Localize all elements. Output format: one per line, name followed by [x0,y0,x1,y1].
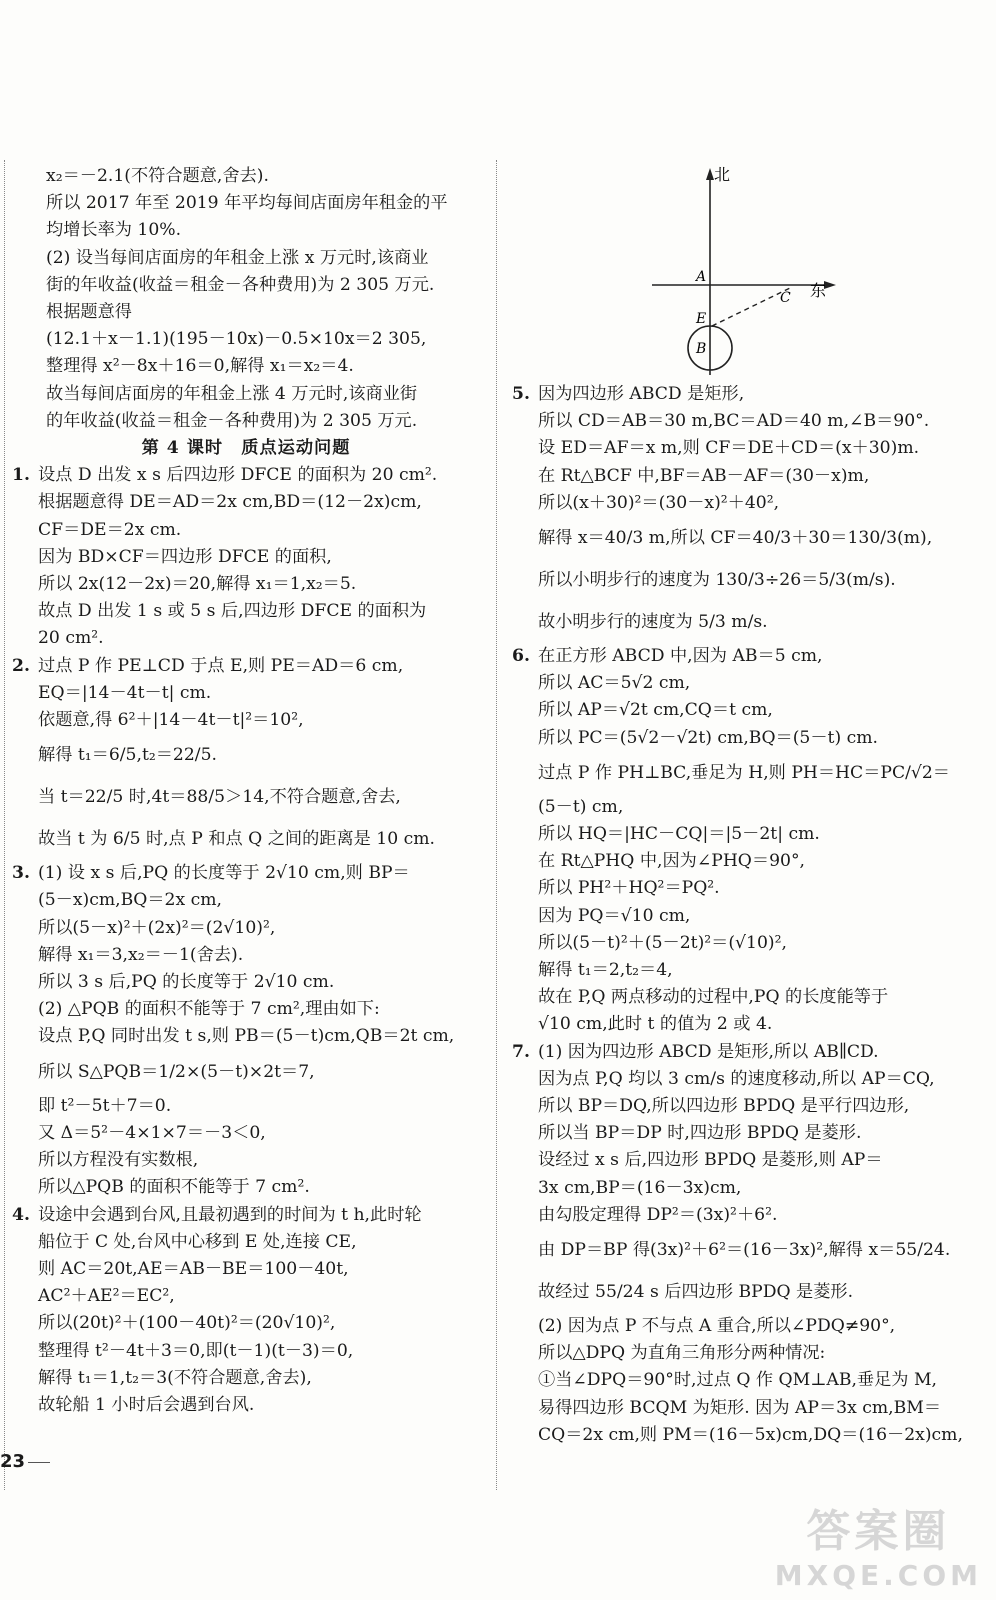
line-text: 第 4 课时 质点运动问题 [141,438,351,459]
problem-number: 5. [512,384,530,404]
line-text: 故当 t 为 6/5 时,点 P 和点 Q 之间的距离是 10 cm. [38,829,436,850]
line-text: 易得四边形 BCQM 为矩形. 因为 AP＝3x cm,BM＝ [538,1397,942,1418]
right_column-line [512,1340,982,1367]
right_column-line [512,1066,982,1093]
line-text: 所以 S△PQB＝1/2×(5－t)×2t＝7, [38,1061,315,1082]
path-e-to-c [712,288,790,326]
right_column-line [512,601,982,643]
line-text: 由勾股定理得 DP²＝(3x)²＋6². [538,1204,778,1225]
line-text: 依题意,得 6²＋|14－4t－t|²＝10², [38,710,304,731]
line-text: 即 t²－5t＋7＝0. [38,1095,172,1116]
problem-number: 6. [512,646,530,667]
watermark-title: 答案圈 [806,1506,951,1557]
right_column-line [512,1367,982,1394]
line-text: EQ＝|14－4t－t| cm. [38,682,212,703]
problem-number: 3. [12,863,30,884]
left_column-line [12,326,480,353]
line-text: 的年收益(收益＝租金－各种费用)为 2 305 万元. [46,410,418,431]
line-text: 所以(5－t)²＋(5－2t)²＝(√10)², [538,932,787,953]
right-column [512,381,982,1449]
left_column-line [12,1392,480,1419]
line-text: 所以(x＋30)²＝(30－x)²＋40², [538,492,780,513]
line-text: (1) 因为四边形 ABCD 是矩形,所以 AB∥CD. [538,1041,879,1062]
right_column-line [512,930,982,957]
right_column-line [512,408,982,435]
right_column-line [512,381,982,408]
line-text: 所以方程没有实数根, [38,1150,199,1171]
right_column-line [512,670,982,697]
line-text: 所以 2017 年至 2019 年平均每间店面房年租金的平 [46,193,448,214]
line-text: 因为 PQ＝√10 cm, [538,905,691,926]
east-label: 东 [810,281,827,300]
line-text: 根据题意得 [46,302,132,323]
right_column-line [512,752,982,794]
left_column-line [12,299,480,326]
right_column-line [512,490,982,517]
left_column-line [12,544,480,571]
line-text: 所以△DPQ 为直角三角形分两种情况: [538,1343,826,1364]
line-text: CF＝DE＝2x cm. [38,519,182,540]
line-text: CQ＝2x cm,则 PM＝(16－5x)cm,DQ＝(16－2x)cm, [538,1424,963,1445]
line-text: 街的年收益(收益＝租金－各种费用)为 2 305 万元. [46,274,435,295]
left_column-line [12,571,480,598]
line-text: 所以 PC＝(5√2－√2t) cm,BQ＝(5－t) cm. [538,727,879,748]
line-text: 由 DP＝BP 得(3x)²＋6²＝(16－3x)²,解得 x＝55/24. [538,1240,951,1261]
right_column-line [512,1271,982,1313]
line-text: x₂＝－2.1(不符合题意,舍去). [46,166,269,186]
problem-number: 4. [12,1204,30,1225]
right_column-line [512,1093,982,1120]
line-text: (12.1＋x－1.1)(195－10x)－0.5×10x＝2 305, [46,329,427,350]
right_column-line [512,463,982,490]
left_column-line [12,1120,480,1147]
north-label: 北 [714,165,731,184]
right_column-line [512,559,982,601]
line-text: ①当∠DPQ＝90°时,过点 Q 作 QM⊥AB,垂足为 M, [538,1370,938,1391]
line-text: 因为四边形 ABCD 是矩形, [538,384,745,404]
line-text: (5－t) cm, [538,796,624,817]
line-text: 故在 P,Q 两点移动的过程中,PQ 的长度能等于 [538,987,889,1008]
left_column-line [12,1338,480,1365]
left_column-line [12,734,480,776]
line-text: 所以 BP＝DQ,所以四边形 BPDQ 是平行四边形, [538,1096,910,1117]
line-text: √10 cm,此时 t 的值为 2 或 4. [538,1014,773,1035]
line-text: 又 Δ＝5²－4×1×7＝－3＜0, [38,1122,266,1143]
line-text: 所以 HQ＝|HC－CQ|＝|5－2t| cm. [538,824,820,845]
right_column-line [512,1011,982,1038]
watermark-url: MXQE.COM [774,1559,982,1592]
line-text: (5－x)cm,BQ＝2x cm, [38,890,223,911]
left_column-line [12,381,480,408]
left_column-line [12,1023,480,1050]
right_column-line [512,794,982,821]
line-text: 因为 BD×CF＝四边形 DFCE 的面积, [38,546,332,567]
right_column-line [512,1120,982,1147]
line-text: 在 Rt△BCF 中,BF＝AB－AF＝(30－x)m, [538,465,870,486]
left_column-line [12,517,480,544]
watermark [775,1495,982,1592]
line-text: 设途中会遇到台风,且最初遇到的时间为 t h,此时轮 [38,1204,422,1225]
right_column-line [512,1039,982,1066]
line-text: (1) 设 x s 后,PQ 的长度等于 2√10 cm,则 BP＝ [38,863,410,884]
line-text: 当 t＝22/5 时,4t＝88/5＞14,不符合题意,舍去, [38,787,401,808]
left_column-line [12,598,480,625]
line-text: 所以 CD＝AB＝30 m,BC＝AD＝40 m,∠B＝90°. [538,411,930,432]
compass-diagram [640,160,840,380]
line-text: 所以当 BP＝DP 时,四边形 BPDQ 是菱形. [538,1123,862,1144]
left_column-line [12,1310,480,1337]
line-text: 故轮船 1 小时后会遇到台风. [38,1394,255,1415]
left_column-line [12,489,480,516]
left_column-line [12,1256,480,1283]
line-text: 均增长率为 10%. [46,220,182,241]
left-margin-dotted-line [4,160,5,1490]
line-text: (2) 设当每间店面房的年租金上涨 x 万元时,该商业 [46,247,429,268]
line-text: 根据题意得 DE＝AD＝2x cm,BD＝(12－2x)cm, [38,492,422,513]
line-text: 所以(20t)²＋(100－40t)²＝(20√10)², [38,1313,336,1334]
left_column-line [12,353,480,380]
left_column-line [12,1365,480,1392]
line-text: 解得 t₁＝6/5,t₂＝22/5. [38,745,217,766]
left_column-line [12,680,480,707]
right_column-line [512,1313,982,1340]
point-c-label: C [780,290,791,306]
left_column-line [12,776,480,818]
line-text: 故当每间店面房的年租金上涨 4 万元时,该商业街 [46,383,418,404]
line-text: 故小明步行的速度为 5/3 m/s. [538,612,768,633]
right_column-line [512,517,982,559]
right_column-line [512,1202,982,1229]
problem-number: 2. [12,655,30,676]
line-text: 设 ED＝AF＝x m,则 CF＝DE＋CD＝(x＋30)m. [538,438,920,459]
left_column-line [12,1229,480,1256]
left_column-line [12,707,480,734]
line-text: 解得 t₁＝2,t₂＝4, [538,960,673,981]
left_column-line [12,272,480,299]
left_column-line [12,1147,480,1174]
right_column-line [512,875,982,902]
line-text: 设经过 x s 后,四边形 BPDQ 是菱形,则 AP＝ [538,1150,883,1171]
line-text: 过点 P 作 PH⊥BC,垂足为 H,则 PH＝HC＝PC/√2＝ [538,762,950,783]
point-a-label: A [696,269,707,285]
right_column-line [512,1229,982,1271]
line-text: 20 cm². [38,628,104,649]
left_column-line [12,996,480,1023]
line-text: 因为点 P,Q 均以 3 cm/s 的速度移动,所以 AP＝CQ, [538,1068,935,1089]
line-text: 所以△PQB 的面积不能等于 7 cm². [38,1177,310,1198]
column-divider-dotted-line [496,160,497,1490]
right_column-line [512,957,982,984]
right_column-line [512,435,982,462]
right_column-line [512,903,982,930]
line-text: 设点 D 出发 x s 后四边形 DFCE 的面积为 20 cm². [38,465,438,486]
right_column-line [512,848,982,875]
right_column-line [512,643,982,670]
point-b-label: B [696,341,707,357]
line-text: 所以小明步行的速度为 130/3÷26＝5/3(m/s). [538,570,896,591]
right_column-line [512,1175,982,1202]
left-column [12,163,480,1419]
left_column-line [12,217,480,244]
right_column-line [512,984,982,1011]
line-text: 解得 x₁＝3,x₂＝－1(舍去). [38,944,244,965]
left_column-line [12,462,480,489]
left_column-line [12,860,480,887]
line-text: 整理得 x²－8x＋16＝0,解得 x₁＝x₂＝4. [46,356,354,377]
left_column-line [12,435,480,462]
line-text: 过点 P 作 PE⊥CD 于点 E,则 PE＝AD＝6 cm, [38,655,404,676]
left_column-line [12,408,480,435]
problem-number: 7. [512,1041,530,1062]
line-text: 在 Rt△PHQ 中,因为∠PHQ＝90°, [538,851,806,872]
left_column-line [12,625,480,652]
left_column-line [12,915,480,942]
line-text: 所以 2x(12－2x)＝20,解得 x₁＝1,x₂＝5. [38,574,357,595]
point-e-label: E [696,311,707,327]
north-arrow-icon [706,168,714,180]
right_column-line [512,821,982,848]
line-text: (2) 因为点 P 不与点 A 重合,所以∠PDQ≠90°, [538,1316,896,1337]
left_column-line [12,190,480,217]
left_column-line [12,1174,480,1201]
line-text: 解得 x＝40/3 m,所以 CF＝40/3＋30＝130/3(m), [538,528,933,549]
page-number: 23 [0,1451,26,1472]
left_column-line [12,818,480,860]
left_column-line [12,1202,480,1229]
right_column-line [512,1395,982,1422]
right_column-line [512,697,982,724]
line-text: 故点 D 出发 1 s 或 5 s 后,四边形 DFCE 的面积为 [38,601,427,622]
line-text: 在正方形 ABCD 中,因为 AB＝5 cm, [538,646,823,667]
problem-number: 1. [12,465,30,486]
left_column-line [12,1051,480,1093]
left_column-line [12,1283,480,1310]
left_column-line [12,1093,480,1120]
line-text: 船位于 C 处,台风中心移到 E 处,连接 CE, [38,1231,357,1252]
line-text: 所以 AC＝5√2 cm, [538,673,691,694]
left_column-line [12,887,480,914]
line-text: 所以(5－x)²＋(2x)²＝(2√10)², [38,917,276,938]
line-text: 故经过 55/24 s 后四边形 BPDQ 是菱形. [538,1282,854,1303]
right_column-line [512,725,982,752]
line-text: AC²＋AE²＝EC², [38,1286,175,1307]
line-text: 所以 AP＝√2t cm,CQ＝t cm, [538,700,773,721]
line-text: 解得 t₁＝1,t₂＝3(不符合题意,舍去), [38,1367,312,1388]
line-text: 设点 P,Q 同时出发 t s,则 PB＝(5－t)cm,QB＝2t cm, [38,1026,455,1047]
right_column-line [512,1422,982,1449]
left_column-line [12,942,480,969]
line-text: 则 AC＝20t,AE＝AB－BE＝100－40t, [38,1258,349,1279]
left_column-line [12,969,480,996]
page-number-rule [28,1462,50,1463]
left_column-line [12,245,480,272]
line-text: 所以 3 s 后,PQ 的长度等于 2√10 cm. [38,972,335,993]
line-text: (2) △PQB 的面积不能等于 7 cm²,理由如下: [38,999,380,1020]
right_column-line [512,1147,982,1174]
line-text: 3x cm,BP＝(16－3x)cm, [538,1177,742,1198]
line-text: 整理得 t²－4t＋3＝0,即(t－1)(t－3)＝0, [38,1340,354,1361]
line-text: 所以 PH²＋HQ²＝PQ². [538,878,720,899]
left_column-line [12,163,480,190]
left_column-line [12,653,480,680]
